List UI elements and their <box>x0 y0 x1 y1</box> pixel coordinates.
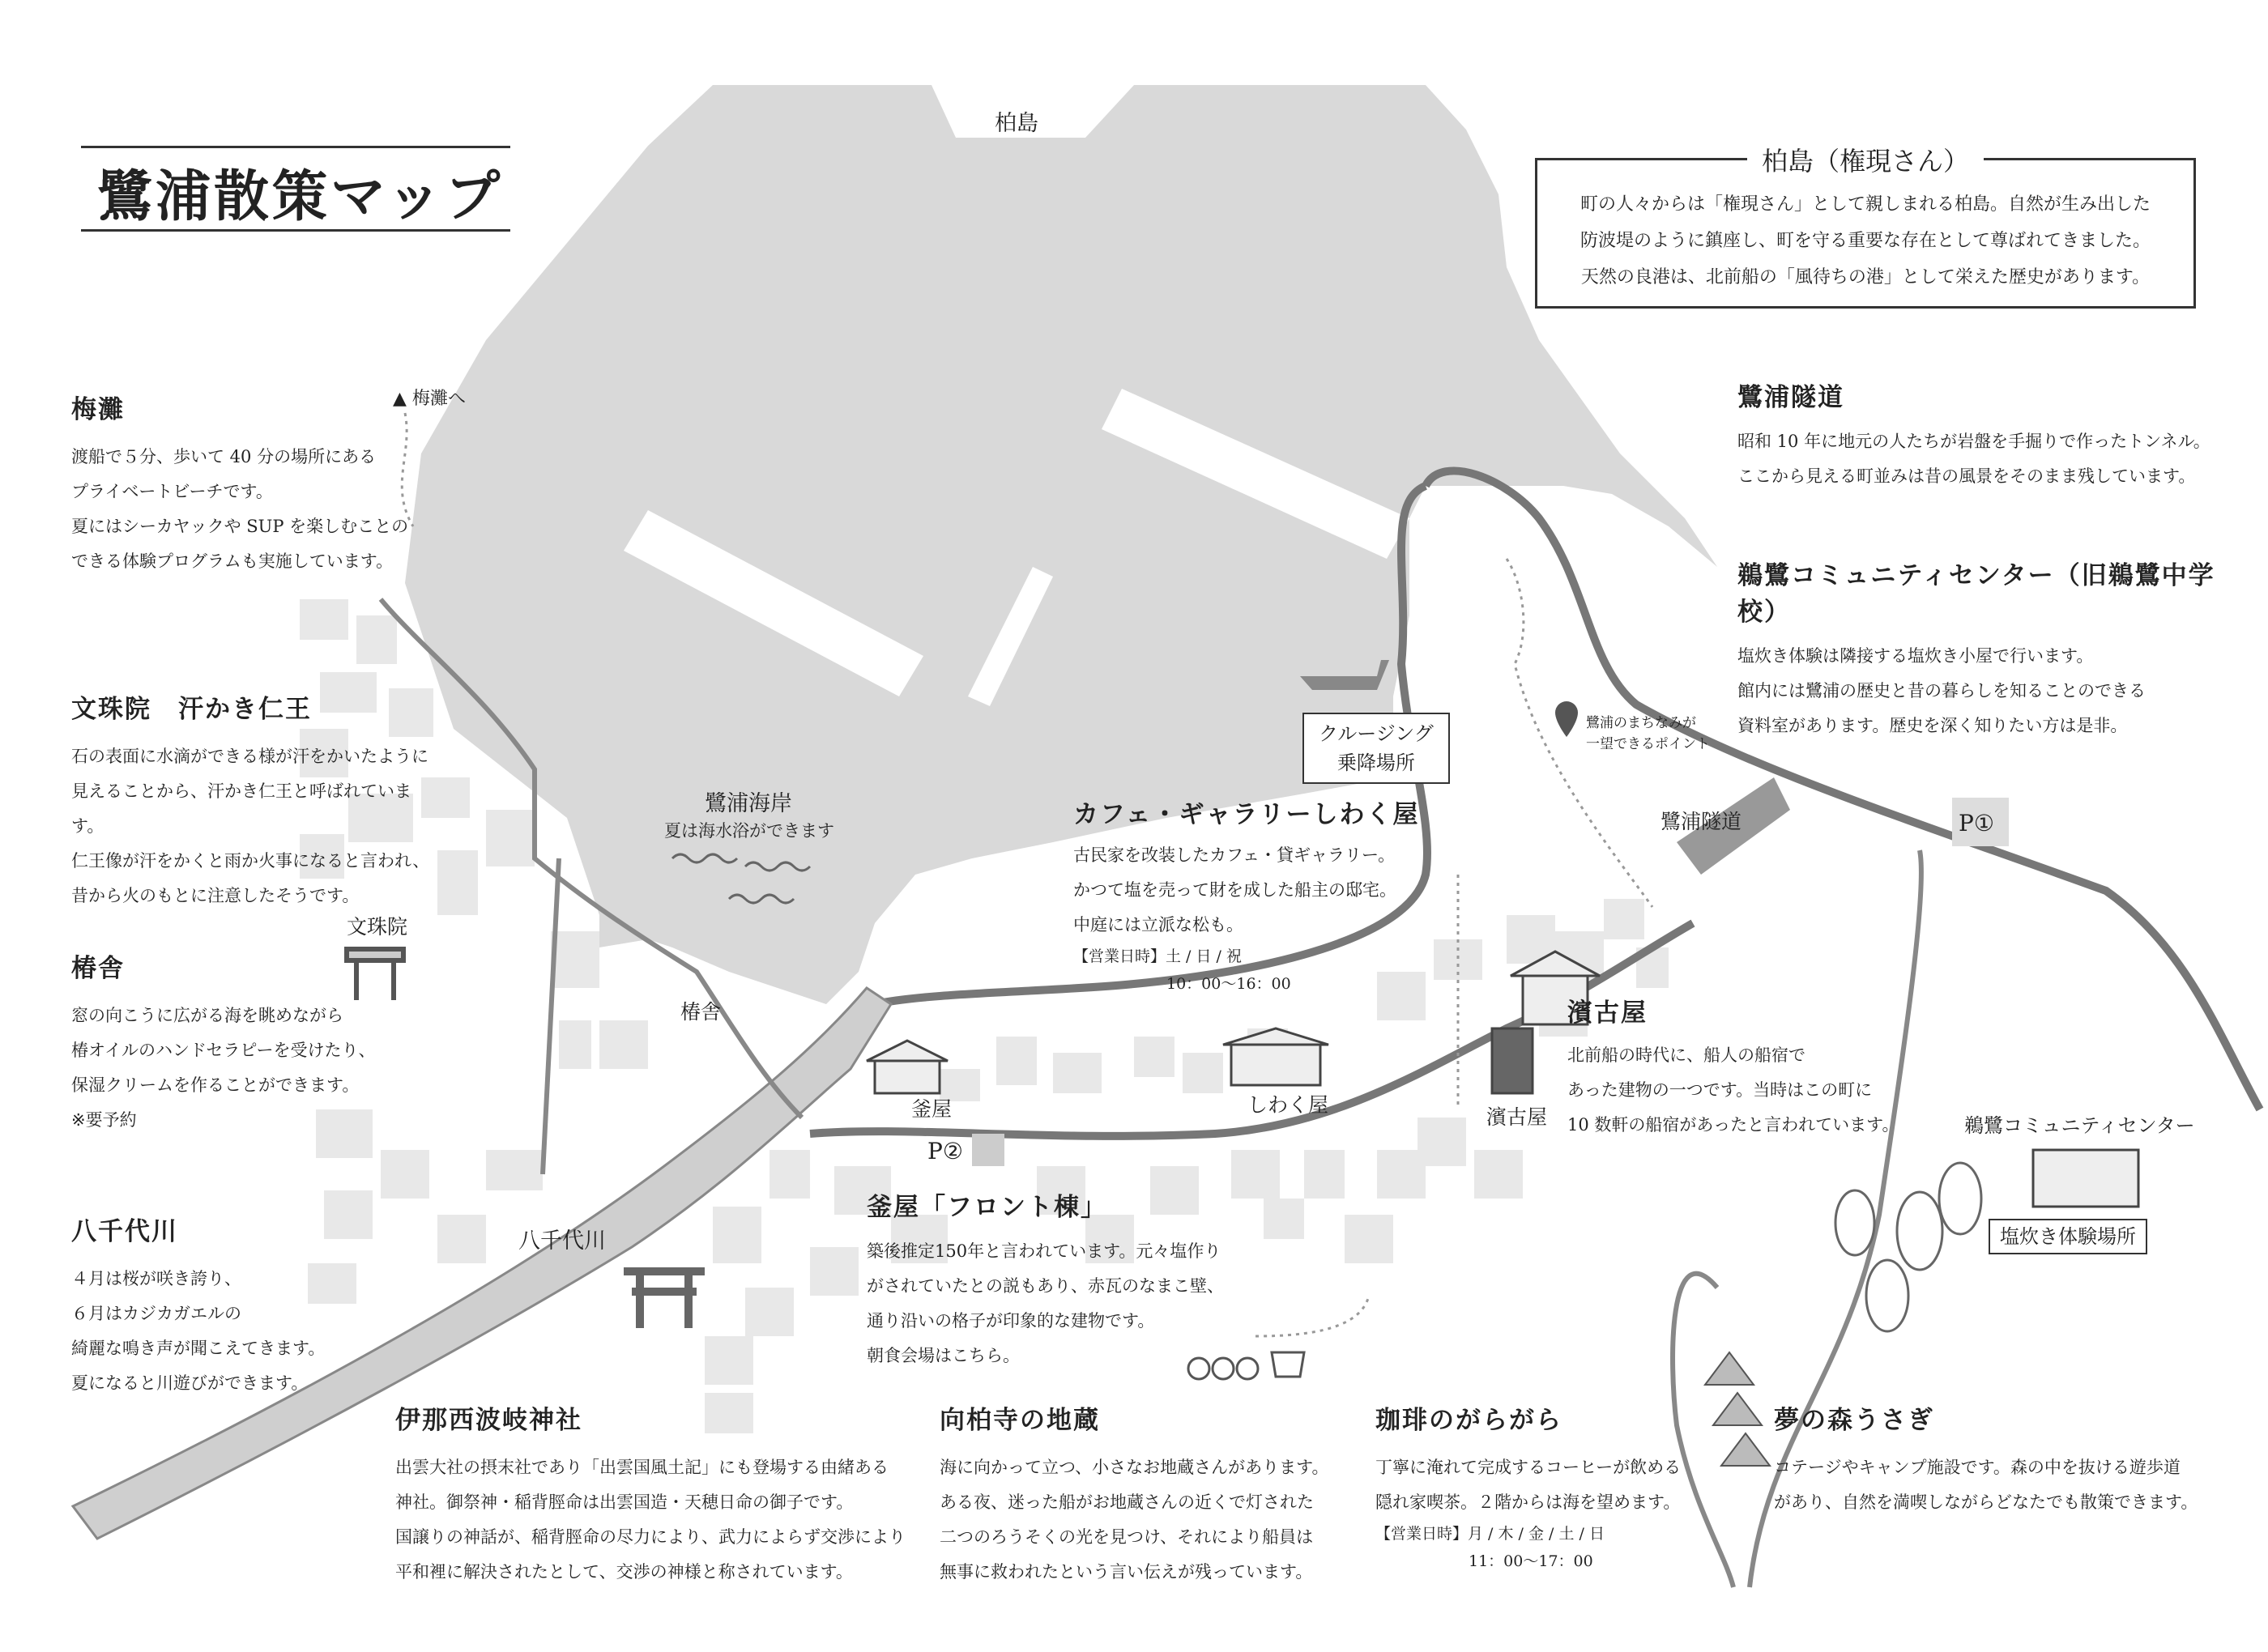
section-kamaya-front <box>867 1186 1304 1373</box>
section-title: 夢の森うさぎ <box>1774 1406 1934 1435</box>
section-kohakuji <box>940 1399 1393 1590</box>
section-hamakoya <box>1567 992 1924 1143</box>
hours-time: 11：00～17：00 <box>1469 1552 1593 1570</box>
viewpoint-pin-icon <box>1555 701 1578 737</box>
harbor-water <box>405 85 1717 1004</box>
section-body: 石の表面に水滴ができる様が汗をかいたように 見えることから、汗かき仁王と呼ばれています。 仁王像が汗をかくと雨か火事になると言われ、 昔から火のもとに注意したそうです。 <box>71 747 430 905</box>
section-garagara <box>1375 1399 1780 1575</box>
yachiyo-river-label: 八千代川 <box>518 1228 606 1254</box>
section-title: 鵜鷺コミュニティセンター（旧鵜鷺中学校） <box>1737 561 2215 627</box>
kashiwajima-box-title: 柏島（権現さん） <box>1747 146 1984 177</box>
tree-icons <box>1835 1163 1981 1331</box>
section-yumenomori <box>1774 1399 2252 1520</box>
torii-icon <box>624 1271 705 1328</box>
hamakoya-label: 濱古屋 <box>1486 1105 1548 1129</box>
shiwakuya-label: しわく屋 <box>1247 1093 1329 1117</box>
section-shiwakuya <box>1073 794 1454 998</box>
hours-label: 【営業日時】 <box>1073 947 1166 965</box>
section-body: 渡船で５分、歩いて 40 分の場所にある プライベートビーチです。 夏にはシーカヤックや SUP を楽しむことの できる体験プログラムも実施しています。 <box>71 447 409 571</box>
section-title: 八千代川 <box>71 1217 178 1246</box>
section-title: カフェ・ギャラリーしわく屋 <box>1073 800 1420 829</box>
section-yachiyo <box>71 1211 444 1401</box>
main-title-box <box>81 146 510 232</box>
section-title: 梅灘 <box>71 395 125 424</box>
section-body: 昭和 10 年に地元の人たちが岩盤を手掘りで作ったトンネル。 ここから見える町並みは昔の風景をそのまま残しています。 <box>1737 432 2210 486</box>
main-title: 鷺浦散策マップ <box>97 164 504 229</box>
community-center-label: 鵜鷺コミュニティセンター <box>1964 1114 2195 1137</box>
section-title: 文珠院 汗かき仁王 <box>71 695 312 724</box>
kamaya-label: 釜屋 <box>911 1097 953 1121</box>
monjuin-label: 文珠院 <box>347 915 408 939</box>
section-title: 鷺浦隧道 <box>1737 383 1844 412</box>
section-title: 濱古屋 <box>1567 998 1648 1028</box>
kashiwajima-box-body: 町の人々からは「権現さん」として親しまれる柏島。自然が生み出した 防波堤のように鎮座し、町を守る重要な存在として尊ばれてきました。 天然の良港は、北前船の「風待ちの港」として栄えた歴史があります。 <box>1580 194 2151 287</box>
kashiwajima-info-box <box>1535 146 2196 309</box>
viewpoint-label: 鷺浦のまちなみが 一望できるポイント <box>1586 715 1710 752</box>
section-title: 伊那西波岐神社 <box>395 1406 582 1435</box>
section-community <box>1737 555 2240 743</box>
section-title: 向柏寺の地蔵 <box>940 1406 1100 1435</box>
section-body: 海に向かって立つ、小さなお地蔵さんがあります。 ある夜、迷った船がお地蔵さんの近くで灯された 二つのろうそくの光を見つけ、それにより船員は 無事に救われたという言い伝えが残っています。 <box>940 1458 1329 1582</box>
section-title: 椿舎 <box>71 954 125 983</box>
hours-days: 土 / 日 / 祝 <box>1166 947 1242 965</box>
sagiura-beach-sub: 夏は海水浴ができます <box>664 821 834 841</box>
kashiwajima-label: 柏島 <box>995 111 1038 136</box>
section-body: 築後推定150年と言われています。元々塩作り がされていたとの説もあり、赤瓦のなまこ壁、 通り沿いの格子が印象的な建物です。 朝食会場はこちら。 <box>867 1241 1224 1365</box>
hours-time: 10：00～16：00 <box>1166 975 1291 993</box>
section-body: 窓の向こうに広がる海を眺めながら 椿オイルのハンドセラピーを受けたり、 保湿クリームを作ることができます。 ※要予約 <box>71 1006 376 1130</box>
section-title: 珈琲のがらがら <box>1375 1406 1562 1435</box>
section-body: 北前船の時代に、船人の船宿で あった建物の一つです。当時はこの町に 10 数軒の船宿があったと言われています。 <box>1567 1045 1899 1135</box>
hours-days: 月 / 木 / 金 / 土 / 日 <box>1468 1525 1605 1543</box>
cruising-label: クルージング 乗降場所 <box>1302 713 1450 784</box>
sagiura-beach-label: 鷺浦海岸 <box>705 791 792 816</box>
section-body: コテージやキャンプ施設です。森の中を抜ける遊歩道 があり、自然を満喫しながらどなたでも散策できます。 <box>1774 1458 2198 1512</box>
parking2-marker <box>972 1134 1004 1166</box>
section-body: 丁寧に淹れて完成するコーヒーが飲める 隠れ家喫茶。２階からは海を望めます。 <box>1375 1458 1682 1512</box>
baisen-arrow-label: ▲ 梅灘へ <box>393 389 466 409</box>
section-inasa <box>395 1399 922 1590</box>
hours-label: 【営業日時】 <box>1375 1525 1469 1543</box>
tsubakiya-label: 椿舎 <box>680 1000 722 1024</box>
section-body: 古民家を改装したカフェ・貸ギャラリー。 かつて塩を売って財を成した船主の邸宅。 中庭には立派な松も。 <box>1073 845 1396 935</box>
section-body: 塩炊き体験は隣接する塩炊き小屋で行います。 館内には鷺浦の歴史と昔の暮らしを知ることのできる 資料室があります。歴史を深く知りたい方は是非。 <box>1737 646 2146 735</box>
parking1-label: P① <box>1959 810 1994 837</box>
section-tsubakiya <box>71 947 444 1138</box>
parking2-label: P② <box>927 1138 963 1164</box>
tunnel-label: 鷺浦隧道 <box>1660 810 1742 833</box>
section-baisen <box>71 389 444 579</box>
salt-house-label: 塩炊き体験場所 <box>1989 1219 2147 1254</box>
section-tunnel <box>1737 377 2240 494</box>
section-monjuin <box>71 688 444 913</box>
section-title: 釜屋「フロント棟」 <box>867 1193 1107 1222</box>
section-body: 出雲大社の摂末社であり「出雲国風土記」にも登場する由緒ある 神社。御祭神・稲背脛命は出雲国造・天穂日命の御子です。 国譲りの神話が、稲背脛命の尽力により、武力によらず交渉により 平和裡に解決されたとして、交渉の神様と称されています。 <box>395 1458 906 1582</box>
section-body: ４月は桜が咲き誇り、 ６月はカジカガエルの 綺麗な鳴き声が聞こえてきます。 夏になると川遊びができます。 <box>71 1269 326 1393</box>
